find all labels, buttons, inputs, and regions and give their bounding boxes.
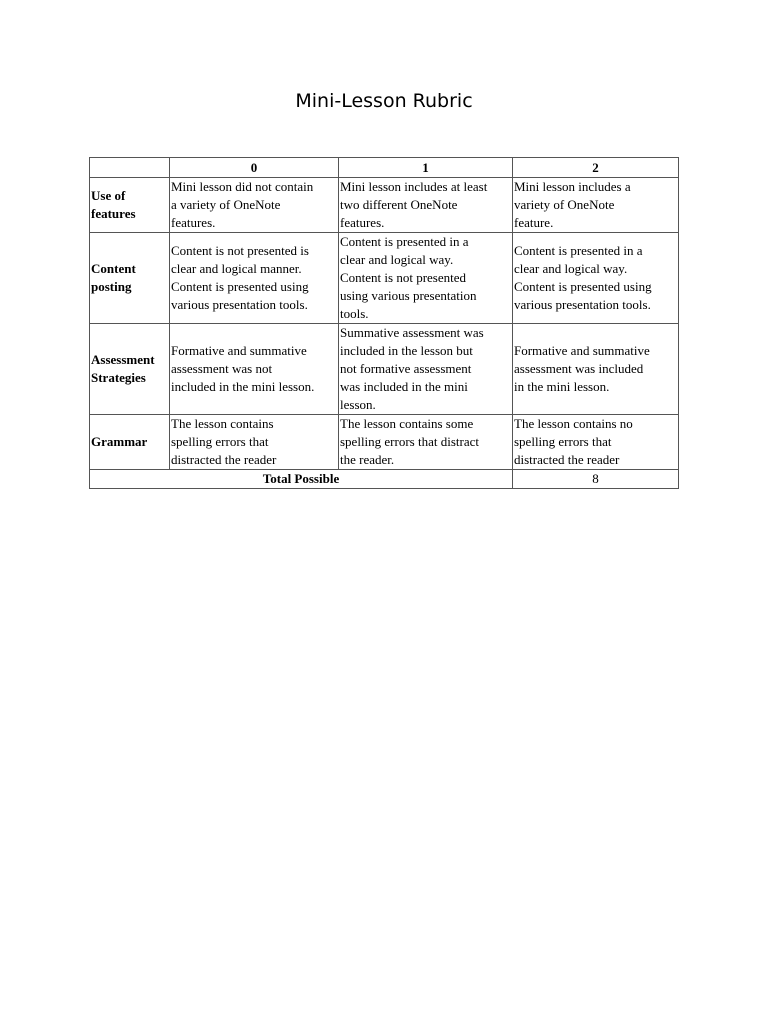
rubric-table <box>89 157 679 489</box>
table-cell: The lesson contains spelling errors that distracted the reader <box>170 415 339 470</box>
criterion-label: Grammar <box>90 415 170 470</box>
table-cell: Content is not presented is clear and logical manner. Content is presented using various presentation tools. <box>170 233 339 324</box>
table-row <box>90 324 679 415</box>
total-value: 8 <box>513 470 679 489</box>
header-row <box>90 158 679 178</box>
total-row <box>90 470 679 489</box>
table-cell: Formative and summative assessment was included in the mini lesson. <box>513 324 679 415</box>
table-row <box>90 178 679 233</box>
table-cell: Content is presented in a clear and logical way. Content is not presented using various presentation tools. <box>339 233 513 324</box>
header-cell-corner <box>90 158 170 178</box>
header-cell-score-1: 1 <box>339 158 513 178</box>
table-cell: Content is presented in a clear and logical way. Content is presented using various presentation tools. <box>513 233 679 324</box>
header-cell-score-0: 0 <box>170 158 339 178</box>
table-cell: Formative and summative assessment was not included in the mini lesson. <box>170 324 339 415</box>
total-label: Total Possible <box>90 470 513 489</box>
table-cell: The lesson contains no spelling errors that distracted the reader <box>513 415 679 470</box>
table-cell: Summative assessment was included in the lesson but not formative assessment was included in the mini lesson. <box>339 324 513 415</box>
table-row <box>90 233 679 324</box>
criterion-label: Use of features <box>90 178 170 233</box>
table-cell: Mini lesson did not contain a variety of OneNote features. <box>170 178 339 233</box>
criterion-label: Content posting <box>90 233 170 324</box>
page-title: Mini-Lesson Rubric <box>295 90 473 112</box>
table-cell: Mini lesson includes at least two different OneNote features. <box>339 178 513 233</box>
criterion-label: Assessment Strategies <box>90 324 170 415</box>
table-row <box>90 415 679 470</box>
table-cell: The lesson contains some spelling errors that distract the reader. <box>339 415 513 470</box>
header-cell-score-2: 2 <box>513 158 679 178</box>
table-cell: Mini lesson includes a variety of OneNote feature. <box>513 178 679 233</box>
